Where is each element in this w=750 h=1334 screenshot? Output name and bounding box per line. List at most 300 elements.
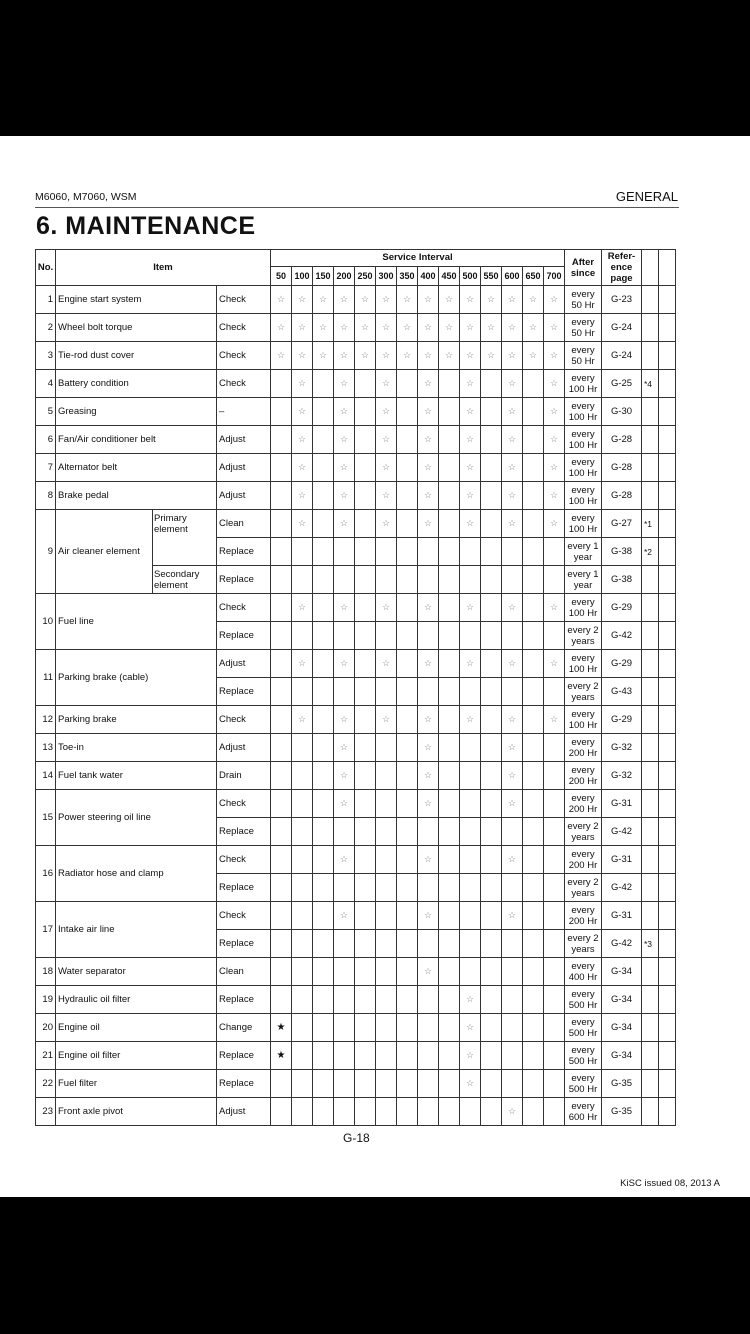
- after-since: every 100 Hr: [565, 706, 602, 734]
- table-row: [36, 902, 676, 930]
- reference-page: G-31: [602, 790, 642, 818]
- interval-cell-550: [481, 398, 502, 426]
- note-mark: [642, 846, 659, 874]
- interval-cell-650: [523, 790, 544, 818]
- interval-cell-400: [418, 846, 439, 874]
- star-icon: ☆: [549, 658, 559, 668]
- interval-cell-400: [418, 650, 439, 678]
- item-name: Brake pedal: [56, 482, 217, 510]
- interval-cell-350: [397, 734, 418, 762]
- item-name: Power steering oil line: [56, 790, 217, 846]
- interval-cell-400: [418, 958, 439, 986]
- star-icon: ☆: [276, 322, 286, 332]
- interval-cell-350: [397, 706, 418, 734]
- interval-cell-150: [313, 454, 334, 482]
- item-name: Air cleaner element: [56, 510, 153, 594]
- interval-cell-600: [502, 902, 523, 930]
- interval-cell-400: [418, 314, 439, 342]
- blank-cell: [659, 930, 676, 958]
- star-icon: ☆: [423, 910, 433, 920]
- row-number: 8: [36, 482, 56, 510]
- blank-cell: [659, 594, 676, 622]
- interval-cell-50: [271, 482, 292, 510]
- blank-cell: [659, 286, 676, 314]
- interval-cell-500: [460, 426, 481, 454]
- interval-cell-350: [397, 398, 418, 426]
- interval-cell-450: [439, 622, 460, 650]
- interval-cell-250: [355, 902, 376, 930]
- star-icon: ☆: [465, 462, 475, 472]
- reference-page: G-28: [602, 482, 642, 510]
- interval-cell-300: [376, 930, 397, 958]
- interval-cell-450: [439, 1070, 460, 1098]
- interval-cell-500: [460, 874, 481, 902]
- interval-cell-650: [523, 986, 544, 1014]
- interval-cell-500: [460, 650, 481, 678]
- action-label: Check: [217, 594, 271, 622]
- star-icon: ☆: [486, 294, 496, 304]
- note-mark: [642, 1098, 659, 1126]
- star-icon: ☆: [276, 294, 286, 304]
- interval-cell-50: [271, 510, 292, 538]
- blank-cell: [659, 314, 676, 342]
- blank-cell: [659, 762, 676, 790]
- interval-cell-150: [313, 1042, 334, 1070]
- reference-page: G-24: [602, 342, 642, 370]
- interval-cell-450: [439, 678, 460, 706]
- item-name: Front axle pivot: [56, 1098, 217, 1126]
- interval-cell-500: [460, 510, 481, 538]
- action-label: Replace: [217, 678, 271, 706]
- action-label: Check: [217, 286, 271, 314]
- interval-cell-350: [397, 846, 418, 874]
- interval-cell-350: [397, 986, 418, 1014]
- reference-page: G-30: [602, 398, 642, 426]
- reference-page: G-28: [602, 454, 642, 482]
- blank-cell: [659, 1070, 676, 1098]
- interval-cell-700: [544, 986, 565, 1014]
- interval-cell-150: [313, 1070, 334, 1098]
- star-icon: ☆: [423, 462, 433, 472]
- star-icon: ☆: [528, 294, 538, 304]
- interval-cell-600: [502, 370, 523, 398]
- interval-cell-500: [460, 1014, 481, 1042]
- interval-cell-100: [292, 958, 313, 986]
- action-label: Check: [217, 846, 271, 874]
- interval-header-200: 200: [334, 267, 355, 286]
- action-label: Check: [217, 314, 271, 342]
- interval-cell-650: [523, 286, 544, 314]
- interval-cell-350: [397, 426, 418, 454]
- interval-cell-200: [334, 874, 355, 902]
- interval-cell-450: [439, 762, 460, 790]
- reference-page: G-43: [602, 678, 642, 706]
- interval-cell-700: [544, 314, 565, 342]
- interval-cell-700: [544, 930, 565, 958]
- interval-cell-100: [292, 874, 313, 902]
- after-since: every 200 Hr: [565, 762, 602, 790]
- table-row: [36, 1042, 676, 1070]
- interval-cell-600: [502, 1098, 523, 1126]
- after-since: every 200 Hr: [565, 790, 602, 818]
- row-number: 22: [36, 1070, 56, 1098]
- interval-cell-600: [502, 1070, 523, 1098]
- bottom-black-bar: [0, 1197, 750, 1334]
- interval-cell-200: [334, 706, 355, 734]
- interval-cell-700: [544, 846, 565, 874]
- interval-cell-650: [523, 622, 544, 650]
- interval-cell-600: [502, 286, 523, 314]
- item-name: Parking brake: [56, 706, 217, 734]
- item-name: Greasing: [56, 398, 217, 426]
- note-mark: [642, 874, 659, 902]
- interval-cell-350: [397, 370, 418, 398]
- interval-cell-600: [502, 762, 523, 790]
- star-icon: ☆: [507, 350, 517, 360]
- blank-cell: [659, 370, 676, 398]
- interval-cell-200: [334, 1070, 355, 1098]
- interval-cell-500: [460, 622, 481, 650]
- reference-page: G-34: [602, 958, 642, 986]
- interval-cell-50: [271, 454, 292, 482]
- page-number: G-18: [343, 1131, 370, 1145]
- interval-cell-150: [313, 958, 334, 986]
- star-icon: ☆: [465, 714, 475, 724]
- star-icon: ☆: [381, 602, 391, 612]
- interval-cell-600: [502, 398, 523, 426]
- note-mark: [642, 454, 659, 482]
- action-label: Change: [217, 1014, 271, 1042]
- star-icon: ☆: [339, 294, 349, 304]
- interval-cell-550: [481, 958, 502, 986]
- interval-cell-150: [313, 538, 334, 566]
- action-label: Check: [217, 902, 271, 930]
- interval-cell-450: [439, 958, 460, 986]
- interval-cell-550: [481, 1014, 502, 1042]
- interval-cell-550: [481, 426, 502, 454]
- star-icon: ☆: [444, 294, 454, 304]
- note-mark: [642, 818, 659, 846]
- filled-star-icon: ★: [276, 1021, 286, 1033]
- star-icon: ☆: [549, 406, 559, 416]
- interval-cell-500: [460, 734, 481, 762]
- after-since: every 50 Hr: [565, 286, 602, 314]
- action-label: Replace: [217, 566, 271, 594]
- item-name: Engine oil filter: [56, 1042, 217, 1070]
- reference-page: G-35: [602, 1070, 642, 1098]
- star-icon: ☆: [549, 714, 559, 724]
- interval-cell-450: [439, 370, 460, 398]
- interval-cell-100: [292, 930, 313, 958]
- interval-cell-200: [334, 370, 355, 398]
- star-icon: ☆: [339, 798, 349, 808]
- star-icon: ☆: [339, 742, 349, 752]
- document-code: M6060, M7060, WSM: [35, 191, 137, 203]
- star-icon: ☆: [339, 490, 349, 500]
- col-reference-header: Refer- ence page: [602, 250, 642, 286]
- interval-cell-600: [502, 678, 523, 706]
- interval-cell-650: [523, 734, 544, 762]
- section-label: GENERAL: [615, 189, 678, 204]
- interval-cell-50: [271, 846, 292, 874]
- interval-cell-450: [439, 342, 460, 370]
- interval-cell-450: [439, 1098, 460, 1126]
- note-mark: [642, 734, 659, 762]
- interval-cell-300: [376, 790, 397, 818]
- action-label: Replace: [217, 1070, 271, 1098]
- star-icon: ☆: [381, 322, 391, 332]
- star-icon: ☆: [549, 518, 559, 528]
- interval-cell-350: [397, 594, 418, 622]
- note-mark: [642, 902, 659, 930]
- interval-cell-600: [502, 482, 523, 510]
- star-icon: ☆: [549, 350, 559, 360]
- row-number: 21: [36, 1042, 56, 1070]
- star-icon: ☆: [297, 322, 307, 332]
- row-number: 9: [36, 510, 56, 594]
- interval-cell-400: [418, 902, 439, 930]
- maintenance-table-wrap: [35, 249, 676, 1126]
- interval-cell-550: [481, 734, 502, 762]
- interval-cell-50: [271, 762, 292, 790]
- interval-cell-150: [313, 510, 334, 538]
- interval-cell-100: [292, 1014, 313, 1042]
- reference-page: G-38: [602, 566, 642, 594]
- interval-cell-50: [271, 678, 292, 706]
- interval-cell-600: [502, 1014, 523, 1042]
- interval-cell-700: [544, 1014, 565, 1042]
- after-since: every 500 Hr: [565, 986, 602, 1014]
- star-icon: ☆: [297, 518, 307, 528]
- interval-cell-150: [313, 846, 334, 874]
- interval-cell-500: [460, 454, 481, 482]
- after-since: every 2 years: [565, 818, 602, 846]
- interval-cell-500: [460, 314, 481, 342]
- note-mark: [642, 594, 659, 622]
- table-row: [36, 398, 676, 426]
- note-mark: *4: [642, 370, 659, 398]
- interval-cell-500: [460, 706, 481, 734]
- interval-cell-550: [481, 986, 502, 1014]
- blank-cell: [659, 454, 676, 482]
- interval-cell-500: [460, 398, 481, 426]
- interval-cell-650: [523, 342, 544, 370]
- interval-cell-500: [460, 566, 481, 594]
- after-since: every 100 Hr: [565, 454, 602, 482]
- note-mark: [642, 398, 659, 426]
- interval-cell-550: [481, 342, 502, 370]
- interval-cell-500: [460, 678, 481, 706]
- interval-cell-500: [460, 482, 481, 510]
- interval-cell-400: [418, 874, 439, 902]
- interval-cell-600: [502, 930, 523, 958]
- interval-cell-600: [502, 986, 523, 1014]
- action-label: Replace: [217, 874, 271, 902]
- interval-cell-550: [481, 1042, 502, 1070]
- interval-cell-150: [313, 986, 334, 1014]
- blank-cell: [659, 622, 676, 650]
- action-label: –: [217, 398, 271, 426]
- interval-cell-600: [502, 1042, 523, 1070]
- after-since: every 2 years: [565, 874, 602, 902]
- interval-cell-650: [523, 762, 544, 790]
- star-icon: ☆: [507, 714, 517, 724]
- service-interval-header: Service Interval: [271, 250, 565, 267]
- interval-cell-550: [481, 510, 502, 538]
- star-icon: ☆: [507, 602, 517, 612]
- note-mark: [642, 790, 659, 818]
- star-icon: ☆: [339, 770, 349, 780]
- col-no-header: No.: [36, 250, 56, 286]
- star-icon: ☆: [507, 462, 517, 472]
- interval-cell-100: [292, 426, 313, 454]
- table-row: [36, 986, 676, 1014]
- interval-cell-200: [334, 566, 355, 594]
- star-icon: ☆: [297, 294, 307, 304]
- interval-cell-650: [523, 1014, 544, 1042]
- interval-cell-400: [418, 1042, 439, 1070]
- interval-cell-150: [313, 342, 334, 370]
- star-icon: ☆: [507, 294, 517, 304]
- interval-cell-450: [439, 706, 460, 734]
- note-mark: [642, 958, 659, 986]
- star-icon: ☆: [339, 714, 349, 724]
- after-since: every 500 Hr: [565, 1070, 602, 1098]
- interval-cell-200: [334, 930, 355, 958]
- interval-cell-600: [502, 566, 523, 594]
- after-since: every 200 Hr: [565, 846, 602, 874]
- interval-cell-250: [355, 482, 376, 510]
- interval-cell-350: [397, 790, 418, 818]
- blank-cell: [659, 482, 676, 510]
- star-icon: ☆: [507, 770, 517, 780]
- interval-header-50: 50: [271, 267, 292, 286]
- reference-page: G-34: [602, 1014, 642, 1042]
- table-row: [36, 734, 676, 762]
- star-icon: ☆: [465, 658, 475, 668]
- interval-cell-200: [334, 846, 355, 874]
- interval-cell-600: [502, 958, 523, 986]
- table-row: [36, 370, 676, 398]
- item-name: Parking brake (cable): [56, 650, 217, 706]
- after-since: every 100 Hr: [565, 510, 602, 538]
- interval-cell-300: [376, 482, 397, 510]
- reference-page: G-35: [602, 1098, 642, 1126]
- star-icon: ☆: [381, 658, 391, 668]
- star-icon: ☆: [465, 1022, 475, 1032]
- interval-cell-450: [439, 930, 460, 958]
- interval-cell-300: [376, 846, 397, 874]
- action-label: Replace: [217, 538, 271, 566]
- action-label: Adjust: [217, 650, 271, 678]
- interval-cell-550: [481, 874, 502, 902]
- row-number: 4: [36, 370, 56, 398]
- star-icon: ☆: [381, 378, 391, 388]
- star-icon: ☆: [339, 602, 349, 612]
- blank-cell: [659, 342, 676, 370]
- interval-cell-550: [481, 930, 502, 958]
- interval-cell-600: [502, 874, 523, 902]
- interval-cell-150: [313, 314, 334, 342]
- interval-cell-100: [292, 370, 313, 398]
- star-icon: ☆: [507, 658, 517, 668]
- star-icon: ☆: [381, 490, 391, 500]
- after-since: every 100 Hr: [565, 398, 602, 426]
- interval-cell-100: [292, 482, 313, 510]
- blank-cell: [659, 846, 676, 874]
- interval-cell-50: [271, 874, 292, 902]
- interval-cell-700: [544, 398, 565, 426]
- reference-page: G-27: [602, 510, 642, 538]
- interval-cell-400: [418, 818, 439, 846]
- interval-cell-650: [523, 1070, 544, 1098]
- interval-cell-650: [523, 958, 544, 986]
- interval-cell-500: [460, 342, 481, 370]
- reference-page: G-32: [602, 734, 642, 762]
- star-icon: ☆: [297, 378, 307, 388]
- interval-header-550: 550: [481, 267, 502, 286]
- interval-cell-350: [397, 566, 418, 594]
- interval-cell-450: [439, 566, 460, 594]
- blank-cell: [659, 1042, 676, 1070]
- interval-cell-50: [271, 566, 292, 594]
- blank-cell: [659, 958, 676, 986]
- col-note-header: [642, 250, 659, 286]
- interval-cell-500: [460, 790, 481, 818]
- star-icon: ☆: [465, 350, 475, 360]
- interval-cell-400: [418, 510, 439, 538]
- star-icon: ☆: [297, 434, 307, 444]
- star-icon: ☆: [528, 322, 538, 332]
- interval-cell-300: [376, 594, 397, 622]
- header-rule: [35, 207, 679, 208]
- item-name: Engine oil: [56, 1014, 217, 1042]
- row-number: 7: [36, 454, 56, 482]
- interval-cell-550: [481, 818, 502, 846]
- row-number: 10: [36, 594, 56, 650]
- note-mark: [642, 566, 659, 594]
- blank-cell: [659, 1098, 676, 1126]
- col-blank-header: [659, 250, 676, 286]
- note-mark: [642, 706, 659, 734]
- interval-cell-500: [460, 370, 481, 398]
- star-icon: ☆: [549, 490, 559, 500]
- interval-cell-150: [313, 734, 334, 762]
- blank-cell: [659, 818, 676, 846]
- row-number: 14: [36, 762, 56, 790]
- interval-cell-700: [544, 790, 565, 818]
- star-icon: ☆: [423, 770, 433, 780]
- after-since: every 100 Hr: [565, 594, 602, 622]
- star-icon: ☆: [297, 714, 307, 724]
- star-icon: ☆: [465, 518, 475, 528]
- note-mark: [642, 1042, 659, 1070]
- interval-cell-550: [481, 846, 502, 874]
- action-label: Replace: [217, 818, 271, 846]
- star-icon: ☆: [465, 406, 475, 416]
- interval-cell-100: [292, 650, 313, 678]
- interval-header-450: 450: [439, 267, 460, 286]
- reference-page: G-42: [602, 818, 642, 846]
- after-since: every 100 Hr: [565, 650, 602, 678]
- interval-cell-300: [376, 314, 397, 342]
- interval-cell-550: [481, 454, 502, 482]
- action-label: Replace: [217, 930, 271, 958]
- after-since: every 200 Hr: [565, 734, 602, 762]
- interval-cell-650: [523, 874, 544, 902]
- table-row: [36, 958, 676, 986]
- interval-cell-100: [292, 818, 313, 846]
